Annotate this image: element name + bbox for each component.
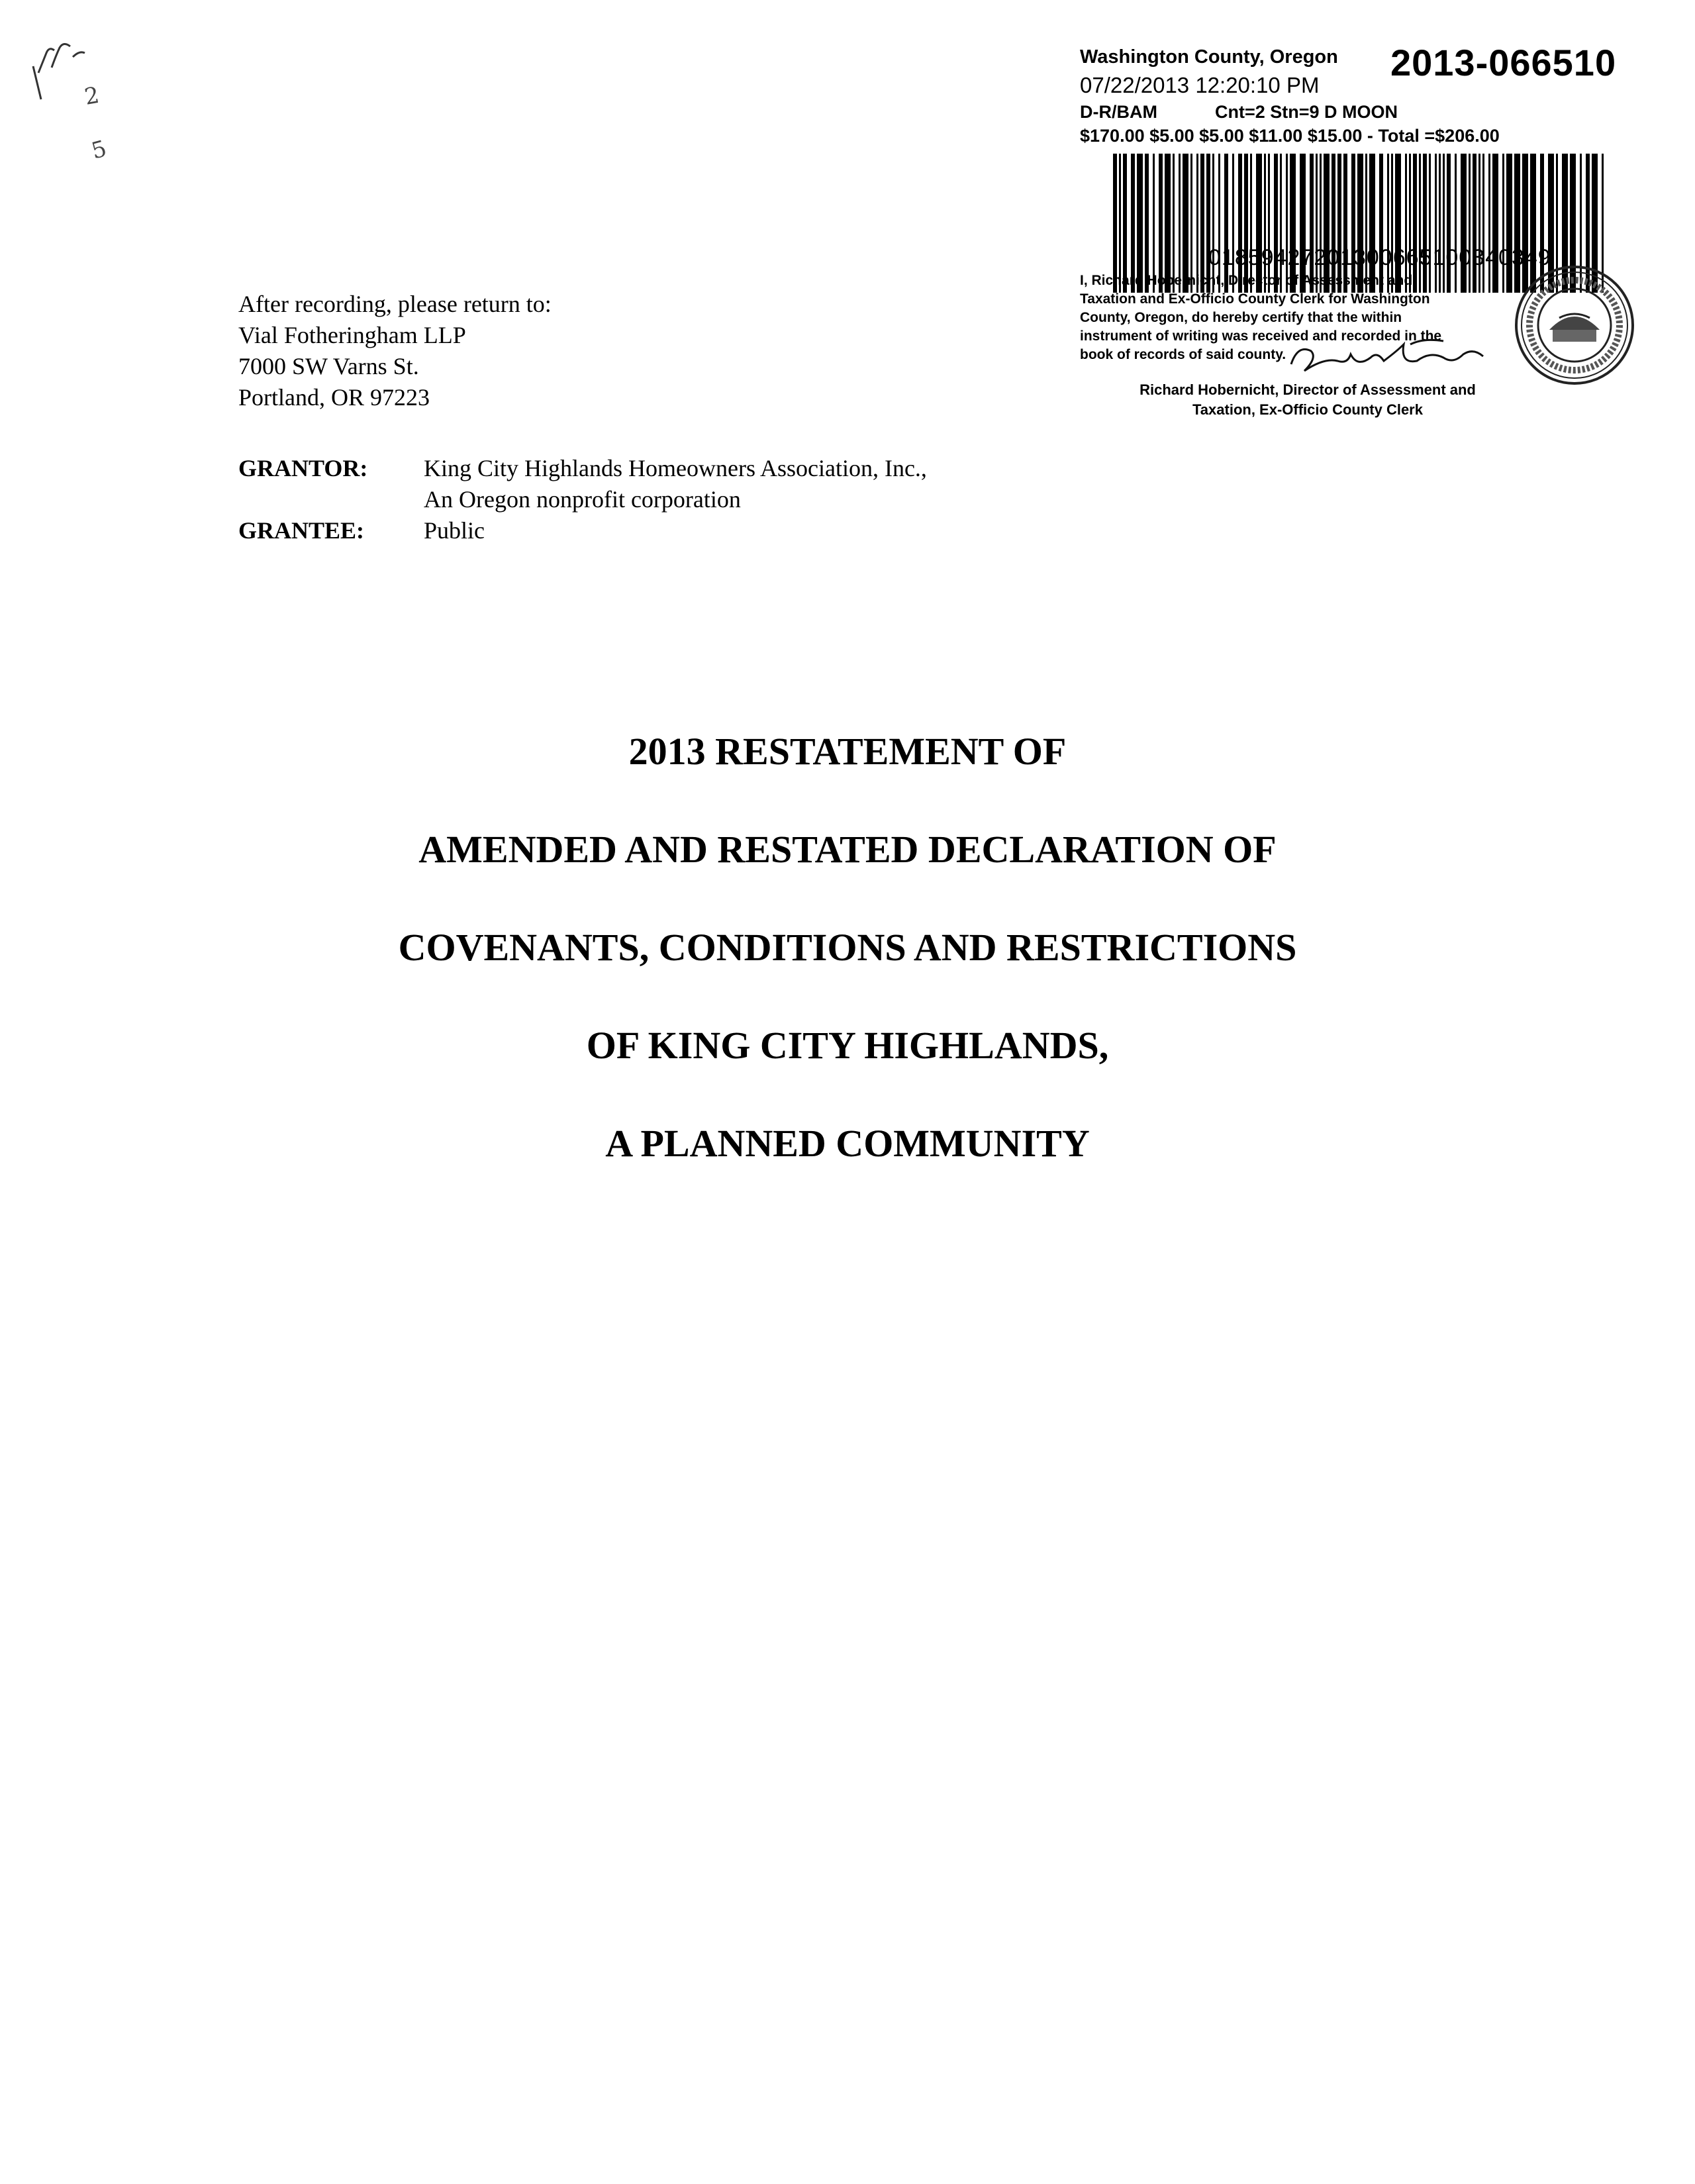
title-line: COVENANTS, CONDITIONS AND RESTRICTIONS xyxy=(398,926,1297,969)
handwritten-signature xyxy=(1284,331,1496,384)
return-address-line: Vial Fotheringham LLP xyxy=(238,322,466,348)
title-line: AMENDED AND RESTATED DECLARATION OF xyxy=(418,828,1277,871)
grantor-name: King City Highlands Homeowners Association, Inc., xyxy=(424,455,927,481)
signer-line: Taxation, Ex-Officio County Clerk xyxy=(1192,401,1423,418)
grantee-label: GRANTEE: xyxy=(238,517,365,544)
handwritten-mark: 5 xyxy=(88,135,110,165)
title-line: A PLANNED COMMUNITY xyxy=(605,1122,1090,1165)
return-address-line: Portland, OR 97223 xyxy=(238,384,430,411)
return-address-line: 7000 SW Varns St. xyxy=(238,353,419,379)
title-line: OF KING CITY HIGHLANDS, xyxy=(586,1024,1109,1067)
grantor-label: GRANTOR: xyxy=(238,455,368,481)
county-seal xyxy=(1513,264,1636,387)
certification-line: County, Oregon, do hereby certify that the within xyxy=(1080,310,1402,325)
handwritten-mark: 2 xyxy=(82,81,101,111)
recording-stamp xyxy=(1076,42,1625,430)
signer-name xyxy=(1102,380,1513,420)
county-name: Washington County, Oregon xyxy=(1080,46,1338,68)
document-number: 2013-066510 xyxy=(1390,42,1617,83)
return-address xyxy=(238,289,552,413)
recording-fees: $170.00 $5.00 $5.00 $11.00 $15.00 - Total =$206.00 xyxy=(1080,126,1500,146)
document-title xyxy=(0,725,1695,1215)
certification-line: I, Richard Hobernicht, Director of Assessment and xyxy=(1080,273,1413,288)
handwritten-marks xyxy=(20,26,146,179)
certification-line: Taxation and Ex-Officio County Clerk for Washington xyxy=(1080,291,1430,307)
grantor-description: An Oregon nonprofit corporation xyxy=(424,486,741,513)
grantee-name: Public xyxy=(424,517,485,544)
recording-code: D-R/BAM xyxy=(1080,102,1157,122)
recording-datetime: 07/22/2013 12:20:10 PM xyxy=(1080,73,1320,97)
parties-block xyxy=(238,453,927,546)
recording-counts: Cnt=2 Stn=9 D MOON xyxy=(1215,102,1398,122)
return-address-heading: After recording, please return to: xyxy=(238,291,552,317)
title-line: 2013 RESTATEMENT OF xyxy=(628,730,1067,773)
certification-line: book of records of said county. xyxy=(1080,347,1286,362)
certification-line: instrument of writing was received and recorded in the xyxy=(1080,328,1442,344)
signer-line: Richard Hobernicht, Director of Assessment and xyxy=(1139,381,1476,398)
barcode-number: 01859427201300665100340349 xyxy=(1208,245,1551,270)
